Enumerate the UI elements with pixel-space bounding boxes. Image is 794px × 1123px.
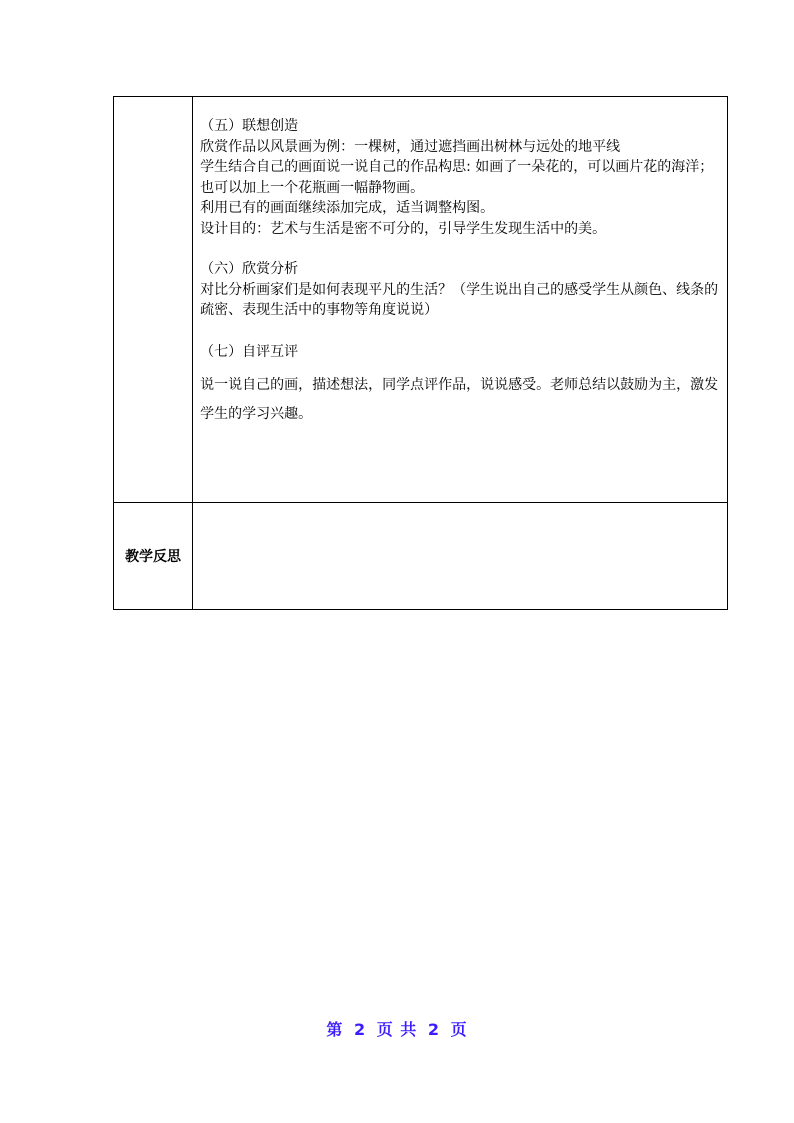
spacer [200, 321, 721, 341]
page-footer [0, 1017, 794, 1040]
footer-prefix: 第 [326, 1020, 344, 1039]
association-line-2: 学生结合自己的画面说一说自己的作品构思: 如画了一朵花的，可以画片花的海洋；也可以加上一个花瓶画一幅静物画。 [200, 159, 714, 196]
process-content-cell [193, 97, 728, 503]
section-title-appreciation: （六）欣赏分析 [200, 261, 299, 277]
footer-suffix: 页 [450, 1020, 468, 1039]
teaching-process-row [114, 97, 728, 503]
teaching-reflection-row [114, 503, 728, 610]
spacer [200, 239, 721, 259]
footer-current-page: 2 [353, 1020, 367, 1039]
section-title-association: （五）联想创造 [200, 118, 299, 134]
section-title-evaluation: （七）自评互评 [200, 343, 299, 360]
reflection-content-cell [193, 503, 728, 610]
association-line-1: 欣赏作品以风景画为例：一棵树，通过遮挡画出树林与远处的地平线 [200, 138, 621, 155]
reflection-label: 教学反思 [114, 503, 193, 610]
appreciation-line-1: 对比分析画家们是如何表现平凡的生活？（学生说出自己的感受学生从颜色、线条的疏密、表现生活中的事物等角度说说） [200, 281, 719, 318]
footer-total-pages: 2 [427, 1020, 440, 1039]
association-line-3: 利用已有的画面继续添加完成，适当调整构图。 [200, 200, 495, 216]
association-line-4: 设计目的：艺术与生活是密不可分的，引导学生发现生活中的美。 [200, 220, 607, 237]
lesson-plan-table [113, 96, 728, 610]
process-label-cell [114, 97, 193, 503]
evaluation-line-1: 说一说自己的画，描述想法，同学点评作品，说说感受。老师总结以鼓励为主，激发学生的学习兴趣。 [200, 376, 719, 422]
footer-middle: 页 共 [376, 1020, 418, 1039]
